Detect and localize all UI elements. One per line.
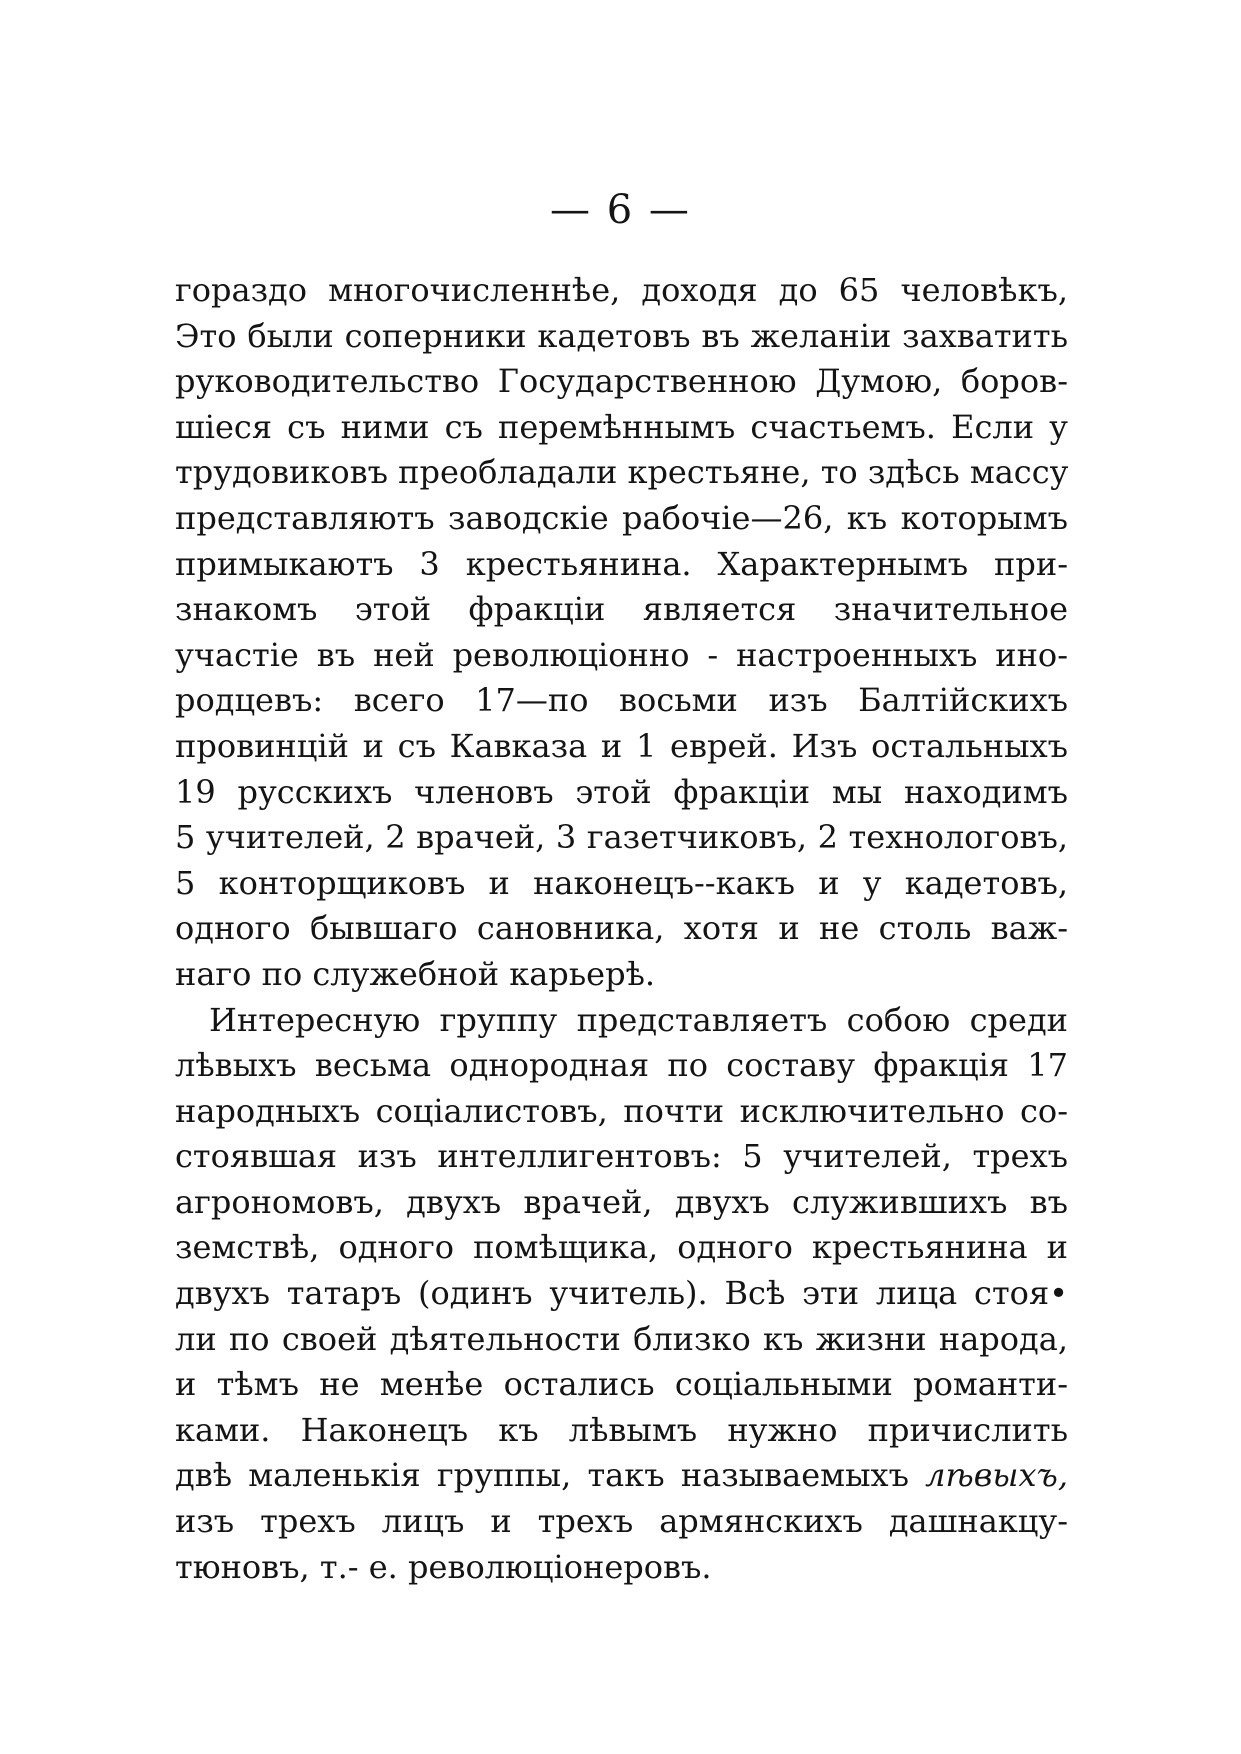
text-line: Интересную группу представляетъ собою среди (209, 1000, 1068, 1039)
text-line: примыкаютъ 3 крестьянина. Характернымъ при- (175, 544, 1068, 583)
text-line: одного бывшаго сановника, хотя и не столь важ- (175, 909, 1068, 948)
text-line: изъ трехъ лицъ и трехъ армянскихъ дашнакцу- (175, 1502, 1068, 1541)
paragraph-1 (175, 268, 1068, 998)
body-text (175, 268, 1068, 1590)
text-line: народныхъ соціалистовъ, почти исключительно со- (175, 1091, 1068, 1130)
text-line: руководительство Государственною Думою, боров- (175, 362, 1068, 401)
text-line: Это были соперники кадетовъ въ желаніи захватить (175, 316, 1068, 355)
text-line: участіе въ ней революціонно - настроенныхъ ино- (175, 635, 1068, 674)
text-line: двухъ татаръ (одинъ учитель). Всѣ эти лица стоя• (175, 1274, 1068, 1313)
text-line: 5 конторщиковъ и наконецъ--какъ и у кадетовъ, (175, 863, 1068, 902)
text-line: трудовиковъ преобладали крестьяне, то здѣсь массу (175, 453, 1068, 492)
text-line: знакомъ этой фракціи является значительное (175, 590, 1068, 629)
text-line: гораздо многочисленнѣе, доходя до 65 человѣкъ, (175, 271, 1068, 309)
text-line: и тѣмъ не менѣе остались соціальными романти- (175, 1365, 1068, 1404)
text-line: 5 учителей, 2 врачей, 3 газетчиковъ, 2 технологовъ, (175, 818, 1068, 857)
text-line: лѣвыхъ весьма однородная по составу фракція 17 (175, 1046, 1068, 1085)
text-line: провинцій и съ Кавказа и 1 еврей. Изъ остальныхъ (175, 726, 1068, 765)
page-number: — 6 — (550, 187, 691, 233)
text-line: земствѣ, одного помѣщика, одного крестьянина и (175, 1228, 1068, 1267)
text-line: наго по служебной карьерѣ. (175, 954, 656, 993)
text-line: ли по своей дѣятельности близко къ жизни народа, (175, 1319, 1068, 1358)
text-line: шіеся съ ними съ перемѣннымъ счастьемъ. Если у (175, 407, 1068, 446)
text-line: 19 русскихъ членовъ этой фракціи мы находимъ (175, 772, 1068, 811)
text-line: представляютъ заводскіе рабочіе—26, къ которымъ (175, 498, 1068, 537)
text-line: агрономовъ, двухъ врачей, двухъ служившихъ въ (175, 1182, 1068, 1221)
text-line: родцевъ: всего 17—по восьми изъ Балтійскихъ (175, 681, 1068, 720)
text-line-with-italic (175, 1453, 1068, 1499)
paragraph-2 (175, 998, 1068, 1591)
text-line: тюновъ, т.- е. революціонеровъ. (175, 1547, 712, 1586)
text-line: стоявшая изъ интеллигентовъ: 5 учителей, трехъ (175, 1137, 1068, 1176)
text-segment: двѣ маленькія группы, такъ называемыхъ (175, 1456, 909, 1495)
italic-term: лѣвыхъ, (925, 1456, 1068, 1495)
text-line: ками. Наконецъ къ лѣвымъ нужно причислить (175, 1410, 1068, 1449)
